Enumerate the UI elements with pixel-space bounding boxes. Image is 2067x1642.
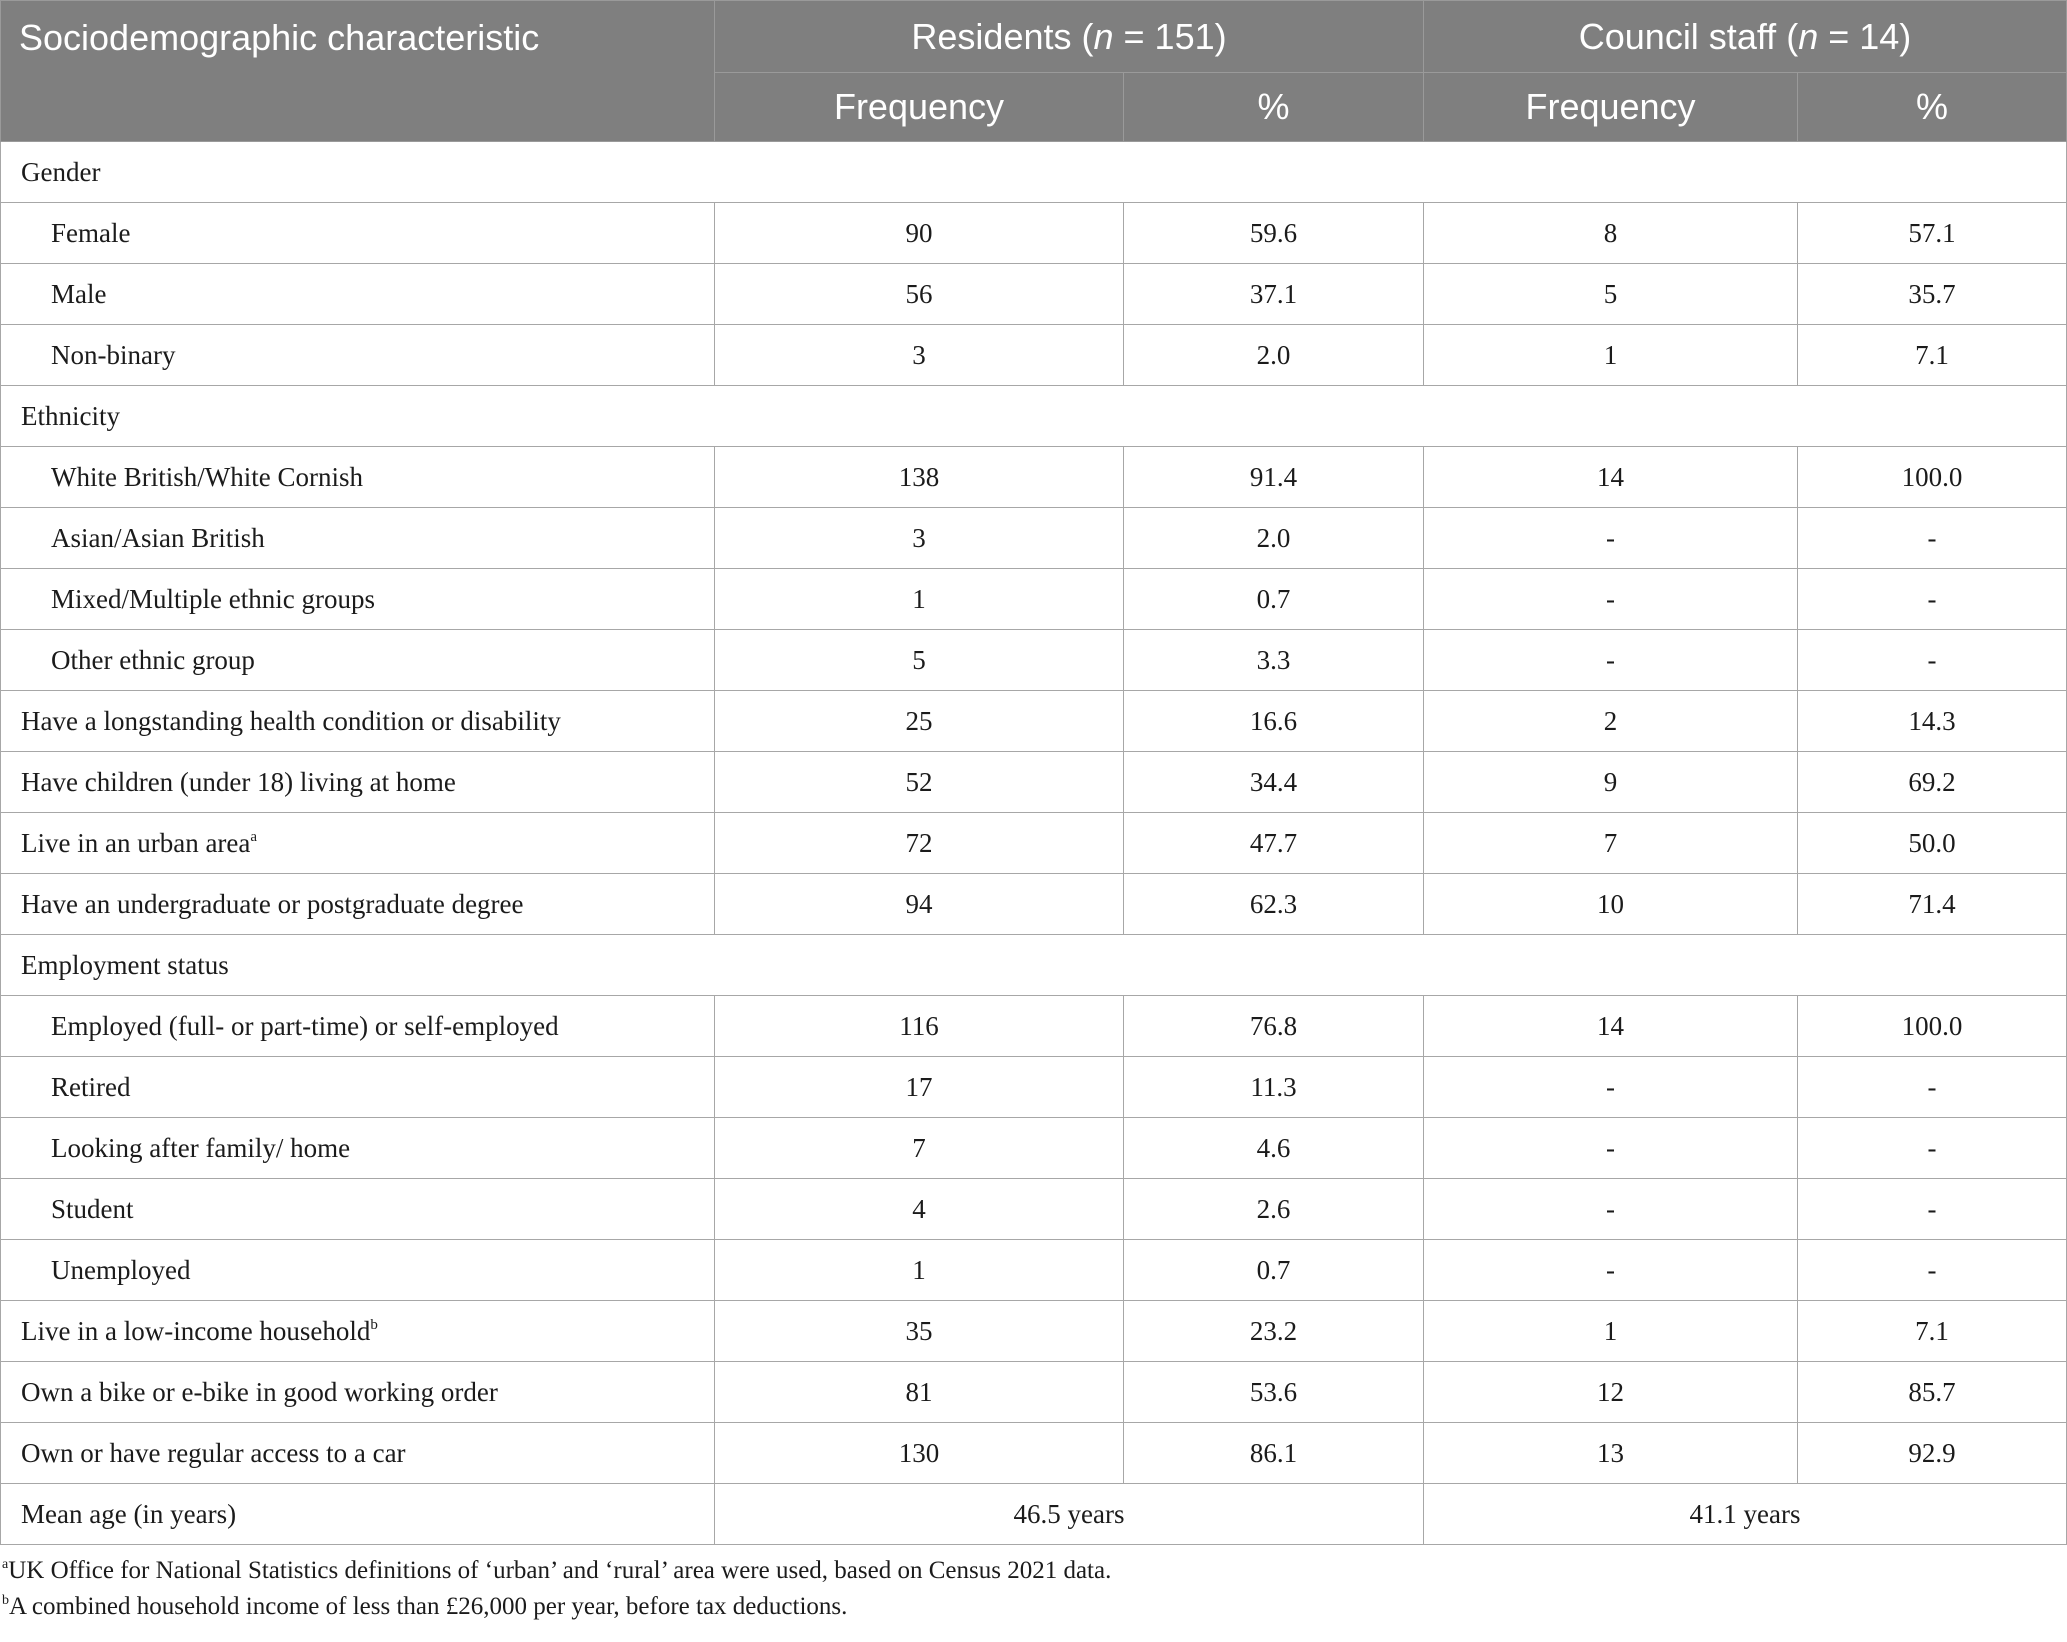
table-body: [1, 142, 2067, 1545]
table-row: [1, 569, 2067, 630]
staff-frequency-cell: 8: [1424, 203, 1798, 264]
table-row: [1, 1057, 2067, 1118]
residents-percent-cell: 0.7: [1124, 1240, 1424, 1301]
row-label: [1, 1179, 715, 1240]
header-residents-percent: %: [1124, 73, 1424, 142]
table-row: [1, 203, 2067, 264]
residents-frequency-cell: 17: [715, 1057, 1124, 1118]
residents-frequency-cell: 94: [715, 874, 1124, 935]
staff-percent-cell: -: [1798, 569, 2067, 630]
residents-percent-cell: 23.2: [1124, 1301, 1424, 1362]
residents-frequency-cell: 138: [715, 447, 1124, 508]
footnote-marker: b: [370, 1316, 378, 1333]
section-row: [1, 386, 2067, 447]
table-row: [1, 264, 2067, 325]
row-label-text: Mean age (in years): [21, 1498, 237, 1529]
residents-frequency-cell: 25: [715, 691, 1124, 752]
row-label: [1, 691, 715, 752]
staff-mean-age: 41.1 years: [1424, 1484, 2067, 1545]
staff-frequency-cell: 2: [1424, 691, 1798, 752]
residents-percent-cell: 2.0: [1124, 325, 1424, 386]
residents-percent-cell: 47.7: [1124, 813, 1424, 874]
staff-frequency-cell: -: [1424, 630, 1798, 691]
row-label: [1, 325, 715, 386]
header-residents-frequency: Frequency: [715, 73, 1124, 142]
row-label: [1, 874, 715, 935]
staff-percent-cell: 7.1: [1798, 1301, 2067, 1362]
staff-frequency-cell: 5: [1424, 264, 1798, 325]
row-label: [1, 1362, 715, 1423]
residents-frequency-cell: 5: [715, 630, 1124, 691]
residents-frequency-cell: 116: [715, 996, 1124, 1057]
staff-percent-cell: 100.0: [1798, 447, 2067, 508]
row-label-text: White British/White Cornish: [51, 461, 363, 492]
section-label: [1, 386, 2067, 447]
staff-percent-cell: -: [1798, 1118, 2067, 1179]
table-row: [1, 996, 2067, 1057]
row-label-text: Have a longstanding health condition or disability: [21, 705, 561, 736]
residents-frequency-cell: 3: [715, 508, 1124, 569]
residents-frequency-cell: 56: [715, 264, 1124, 325]
staff-frequency-cell: -: [1424, 1118, 1798, 1179]
row-label: [1, 1423, 715, 1484]
residents-frequency-cell: 90: [715, 203, 1124, 264]
section-row: [1, 935, 2067, 996]
staff-percent-cell: 50.0: [1798, 813, 2067, 874]
row-label-text: Employment status: [21, 949, 229, 980]
table-row: [1, 1423, 2067, 1484]
row-label-text: Mixed/Multiple ethnic groups: [51, 583, 375, 614]
residents-frequency-cell: 1: [715, 569, 1124, 630]
staff-frequency-cell: -: [1424, 508, 1798, 569]
residents-percent-cell: 0.7: [1124, 569, 1424, 630]
row-label: [1, 508, 715, 569]
staff-frequency-cell: 12: [1424, 1362, 1798, 1423]
table-row: [1, 752, 2067, 813]
table-row: [1, 447, 2067, 508]
staff-frequency-cell: 14: [1424, 996, 1798, 1057]
row-label-text: Male: [51, 278, 107, 309]
residents-percent-cell: 11.3: [1124, 1057, 1424, 1118]
row-label-text: Own or have regular access to a car: [21, 1437, 406, 1468]
row-label-text: Ethnicity: [21, 400, 120, 431]
residents-percent-cell: 16.6: [1124, 691, 1424, 752]
table-row: [1, 630, 2067, 691]
staff-percent-cell: -: [1798, 1240, 2067, 1301]
residents-percent-cell: 62.3: [1124, 874, 1424, 935]
row-label-text: Looking after family/ home: [51, 1132, 351, 1163]
staff-frequency-cell: 10: [1424, 874, 1798, 935]
residents-frequency-cell: 130: [715, 1423, 1124, 1484]
table-row: [1, 813, 2067, 874]
staff-frequency-cell: 9: [1424, 752, 1798, 813]
header-characteristic: Sociodemographic characteristic: [1, 1, 715, 142]
header-residents: Residents (n = 151): [715, 1, 1424, 73]
residents-frequency-cell: 7: [715, 1118, 1124, 1179]
table-row: [1, 325, 2067, 386]
residents-percent-cell: 37.1: [1124, 264, 1424, 325]
row-label-text: Retired: [51, 1071, 131, 1102]
row-label: [1, 569, 715, 630]
residents-frequency-cell: 72: [715, 813, 1124, 874]
residents-percent-cell: 4.6: [1124, 1118, 1424, 1179]
row-label-text: Live in an urban area: [21, 827, 251, 858]
row-label-text: Non-binary: [51, 339, 176, 370]
residents-percent-cell: 53.6: [1124, 1362, 1424, 1423]
staff-frequency-cell: -: [1424, 1179, 1798, 1240]
table-row: [1, 508, 2067, 569]
footnote-b: $^b$A combined household income of less than £26,000 per year, before tax deductions.: [2, 1593, 848, 1620]
staff-percent-cell: -: [1798, 508, 2067, 569]
section-label: [1, 142, 2067, 203]
row-label-text: Gender: [21, 156, 101, 187]
row-label: [1, 1240, 715, 1301]
staff-percent-cell: 7.1: [1798, 325, 2067, 386]
row-label-text: Female: [51, 217, 131, 248]
row-label-text: Employed (full- or part-time) or self-employed: [51, 1010, 559, 1041]
staff-percent-cell: 35.7: [1798, 264, 2067, 325]
residents-frequency-cell: 3: [715, 325, 1124, 386]
staff-percent-cell: 14.3: [1798, 691, 2067, 752]
staff-percent-cell: 57.1: [1798, 203, 2067, 264]
staff-percent-cell: 100.0: [1798, 996, 2067, 1057]
staff-frequency-cell: 14: [1424, 447, 1798, 508]
section-row: [1, 142, 2067, 203]
table-row: [1, 691, 2067, 752]
row-label: [1, 203, 715, 264]
staff-percent-cell: 69.2: [1798, 752, 2067, 813]
row-label: [1, 1301, 715, 1362]
residents-frequency-cell: 1: [715, 1240, 1124, 1301]
header-staff-percent: %: [1798, 73, 2067, 142]
row-label-text: Live in a low-income household: [21, 1315, 371, 1346]
table-row: [1, 1362, 2067, 1423]
table-row: [1, 1484, 2067, 1545]
table-row: [1, 1179, 2067, 1240]
row-label: [1, 1118, 715, 1179]
table-row: [1, 874, 2067, 935]
residents-mean-age: 46.5 years: [715, 1484, 1424, 1545]
staff-percent-cell: -: [1798, 630, 2067, 691]
staff-frequency-cell: 7: [1424, 813, 1798, 874]
row-label: [1, 264, 715, 325]
residents-percent-cell: 59.6: [1124, 203, 1424, 264]
residents-percent-cell: 91.4: [1124, 447, 1424, 508]
row-label: [1, 813, 715, 874]
row-label: [1, 752, 715, 813]
staff-frequency-cell: 1: [1424, 325, 1798, 386]
residents-frequency-cell: 35: [715, 1301, 1124, 1362]
header-council-staff: Council staff (n = 14): [1424, 1, 2067, 73]
residents-percent-cell: 86.1: [1124, 1423, 1424, 1484]
row-label: [1, 630, 715, 691]
table-row: [1, 1118, 2067, 1179]
staff-frequency-cell: 1: [1424, 1301, 1798, 1362]
row-label: [1, 1057, 715, 1118]
residents-percent-cell: 76.8: [1124, 996, 1424, 1057]
staff-percent-cell: 92.9: [1798, 1423, 2067, 1484]
staff-frequency-cell: -: [1424, 569, 1798, 630]
row-label-text: Own a bike or e-bike in good working order: [21, 1376, 498, 1407]
footnote-a: $^a$UK Office for National Statistics definitions of ‘urban’ and ‘rural’ area were used, based on Census 2021 data.: [2, 1557, 1112, 1584]
row-label: [1, 996, 715, 1057]
table-header: [1, 1, 2067, 142]
row-label-text: Unemployed: [51, 1254, 191, 1285]
staff-frequency-cell: 13: [1424, 1423, 1798, 1484]
row-label-text: Asian/Asian British: [51, 522, 265, 553]
staff-percent-cell: -: [1798, 1179, 2067, 1240]
residents-percent-cell: 3.3: [1124, 630, 1424, 691]
row-label: [1, 1484, 715, 1545]
header-staff-frequency: Frequency: [1424, 73, 1798, 142]
row-label-text: Student: [51, 1193, 134, 1224]
row-label-text: Have children (under 18) living at home: [21, 766, 456, 797]
residents-frequency-cell: 81: [715, 1362, 1124, 1423]
section-label: [1, 935, 2067, 996]
row-label-text: Have an undergraduate or postgraduate degree: [21, 888, 524, 919]
residents-percent-cell: 2.0: [1124, 508, 1424, 569]
staff-frequency-cell: -: [1424, 1240, 1798, 1301]
staff-frequency-cell: -: [1424, 1057, 1798, 1118]
residents-frequency-cell: 4: [715, 1179, 1124, 1240]
footnote-marker: a: [250, 828, 258, 845]
row-label: [1, 447, 715, 508]
table-row: [1, 1240, 2067, 1301]
staff-percent-cell: 71.4: [1798, 874, 2067, 935]
staff-percent-cell: 85.7: [1798, 1362, 2067, 1423]
residents-percent-cell: 2.6: [1124, 1179, 1424, 1240]
residents-percent-cell: 34.4: [1124, 752, 1424, 813]
staff-percent-cell: -: [1798, 1057, 2067, 1118]
row-label-text: Other ethnic group: [51, 644, 255, 675]
table-row: [1, 1301, 2067, 1362]
footnotes: [0, 1545, 2067, 1625]
residents-frequency-cell: 52: [715, 752, 1124, 813]
